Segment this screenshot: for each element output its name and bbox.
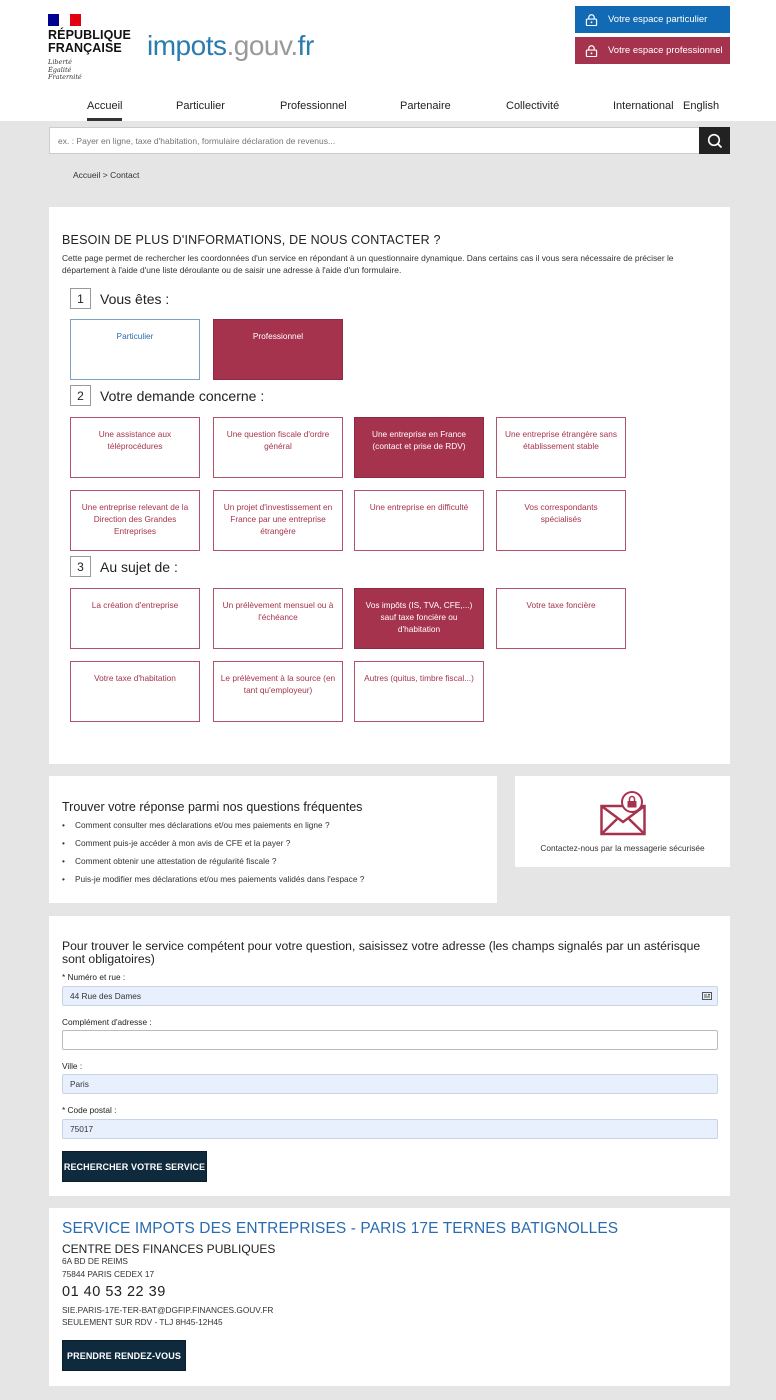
nav-partenaire[interactable]: Partenaire (400, 100, 451, 112)
lock-icon (585, 14, 598, 26)
service-center: CENTRE DES FINANCES PUBLIQUES (62, 1242, 276, 1256)
service-email: SIE.PARIS-17E-TER-BAT@DGFIP.FINANCES.GOUV.FR (62, 1305, 274, 1315)
espace-professionnel-button[interactable]: Votre espace professionnel (575, 37, 730, 64)
service-name: SERVICE IMPOTS DES ENTREPRISES - PARIS 17E TERNES BATIGNOLLES (62, 1220, 619, 1237)
option-autres[interactable]: Autres (quitus, timbre fiscal...) (354, 661, 484, 722)
impots-gouv-logo[interactable]: impots.gouv.fr (147, 30, 314, 61)
site-header (0, 0, 776, 121)
option-correspondants-specialises[interactable]: Vos correspondants spécialisés (496, 490, 626, 551)
option-particulier[interactable]: Particulier (70, 319, 200, 380)
faq-link[interactable]: • Comment consulter mes déclarations et/ou mes paiements en ligne ? (62, 819, 364, 837)
french-flag-icon (48, 14, 81, 26)
intro-text: Cette page permet de rechercher les coordonnées d'un service en répondant à un questionnaire dynamique. Dans certains cas il vous sera nécessaire de préciser le département à l'aide d'une liste déroulante ou de saisir une adresse à l'aide d'un formulaire. (62, 253, 674, 275)
option-entreprise-etrangere[interactable]: Une entreprise étrangère sans établissement stable (496, 417, 626, 478)
step-label: Au sujet de : (100, 558, 178, 575)
option-creation-entreprise[interactable]: La création d'entreprise (70, 588, 200, 649)
page-title: BESOIN DE PLUS D'INFORMATIONS, DE NOUS CONTACTER ? (62, 233, 441, 247)
street-input[interactable] (62, 986, 718, 1006)
option-vos-impots[interactable]: Vos impôts (IS, TVA, CFE,...) sauf taxe foncière ou d'habitation (354, 588, 484, 649)
nav-collectivite[interactable]: Collectivité (506, 100, 560, 112)
lock-icon (585, 45, 598, 57)
step-number: 2 (70, 385, 91, 406)
zip-label: * Code postal : (62, 1105, 117, 1115)
faq-link[interactable]: • Comment puis-je accéder à mon avis de CFE et la payer ? (62, 837, 364, 855)
faq-panel (49, 776, 497, 903)
service-result (49, 1208, 730, 1386)
faq-title: Trouver votre réponse parmi nos questions fréquentes (62, 800, 363, 814)
city-label: Ville : (62, 1061, 83, 1071)
option-question-fiscale[interactable]: Une question fiscale d'ordre général (213, 417, 343, 478)
street-value: 44 Rue des Dames (70, 991, 142, 1001)
autofill-card-icon[interactable] (702, 992, 712, 1000)
faq-list (62, 819, 364, 891)
zip-input[interactable]: 75017 (62, 1119, 718, 1139)
secure-messaging-label: Contactez-nous par la messagerie sécurisée (540, 843, 705, 853)
search-service-button[interactable]: RECHERCHER VOTRE SERVICE (62, 1151, 207, 1182)
search-button[interactable] (699, 127, 730, 154)
republic-motto: Liberté Égalité Fraternité (48, 58, 82, 81)
republique-francaise-logo[interactable] (48, 14, 132, 82)
republic-name: RÉPUBLIQUE FRANÇAISE (48, 28, 131, 55)
main-nav (0, 92, 776, 121)
step-number: 3 (70, 556, 91, 577)
option-prelevement-source[interactable]: Le prélèvement à la source (en tant qu'employeur) (213, 661, 343, 722)
complement-label: Complément d'adresse : (62, 1017, 152, 1027)
nav-professionnel[interactable]: Professionnel (280, 100, 347, 112)
service-address-line2: 75844 PARIS CEDEX 17 (62, 1269, 155, 1279)
option-entreprise-france[interactable]: Une entreprise en France (contact et prise de RDV) (354, 417, 484, 478)
espace-particulier-button[interactable]: Votre espace particulier (575, 6, 730, 33)
complement-input[interactable] (62, 1030, 718, 1050)
option-professionnel[interactable]: Professionnel (213, 319, 343, 380)
option-taxe-habitation[interactable]: Votre taxe d'habitation (70, 661, 200, 722)
option-prelevement-mensuel[interactable]: Un prélèvement mensuel ou à l'échéance (213, 588, 343, 649)
nav-international[interactable]: International (613, 100, 674, 112)
faq-link[interactable]: • Puis-je modifier mes déclarations et/ou mes paiements validés dans l'espace ? (62, 873, 364, 891)
step-2 (70, 385, 264, 406)
step-label: Vous êtes : (100, 290, 170, 307)
option-assistance-teleprocedures[interactable]: Une assistance aux téléprocédures (70, 417, 200, 478)
service-hours: SEULEMENT SUR RDV - TLJ 8H45-12H45 (62, 1317, 223, 1327)
step-label: Votre demande concerne : (100, 387, 265, 404)
search-bar (49, 127, 730, 154)
service-phone: 01 40 53 22 39 (62, 1284, 166, 1300)
secure-mail-icon (600, 790, 646, 836)
search-input[interactable] (50, 128, 690, 153)
address-form (49, 916, 730, 1196)
step-3 (70, 556, 178, 577)
street-label: * Numéro et rue : (62, 972, 126, 982)
faq-link[interactable]: • Comment obtenir une attestation de régularité fiscale ? (62, 855, 364, 873)
search-icon (707, 133, 723, 149)
breadcrumb[interactable]: Accueil > Contact (73, 170, 140, 180)
step-1 (70, 288, 169, 309)
nav-particulier[interactable]: Particulier (176, 100, 225, 112)
city-input[interactable]: Paris (62, 1074, 718, 1094)
secure-messaging-card[interactable] (515, 776, 730, 867)
option-taxe-fonciere[interactable]: Votre taxe foncière (496, 588, 626, 649)
contact-questionnaire (49, 207, 730, 764)
nav-accueil[interactable]: Accueil (87, 92, 122, 121)
address-form-title: Pour trouver le service compétent pour votre question, saisissez votre adresse (les champs signalés par un astérisque sont obligatoires) (62, 939, 701, 966)
appointment-button[interactable]: PRENDRE RENDEZ-VOUS (62, 1340, 186, 1371)
option-entreprise-difficulte[interactable]: Une entreprise en difficulté (354, 490, 484, 551)
step-number: 1 (70, 288, 91, 309)
nav-english[interactable]: English (683, 100, 720, 112)
service-address-line1: 6A BD DE REIMS (62, 1256, 128, 1266)
option-grandes-entreprises[interactable]: Une entreprise relevant de la Direction des Grandes Entreprises (70, 490, 200, 551)
option-projet-investissement[interactable]: Un projet d'investissement en France par une entreprise étrangère (213, 490, 343, 551)
